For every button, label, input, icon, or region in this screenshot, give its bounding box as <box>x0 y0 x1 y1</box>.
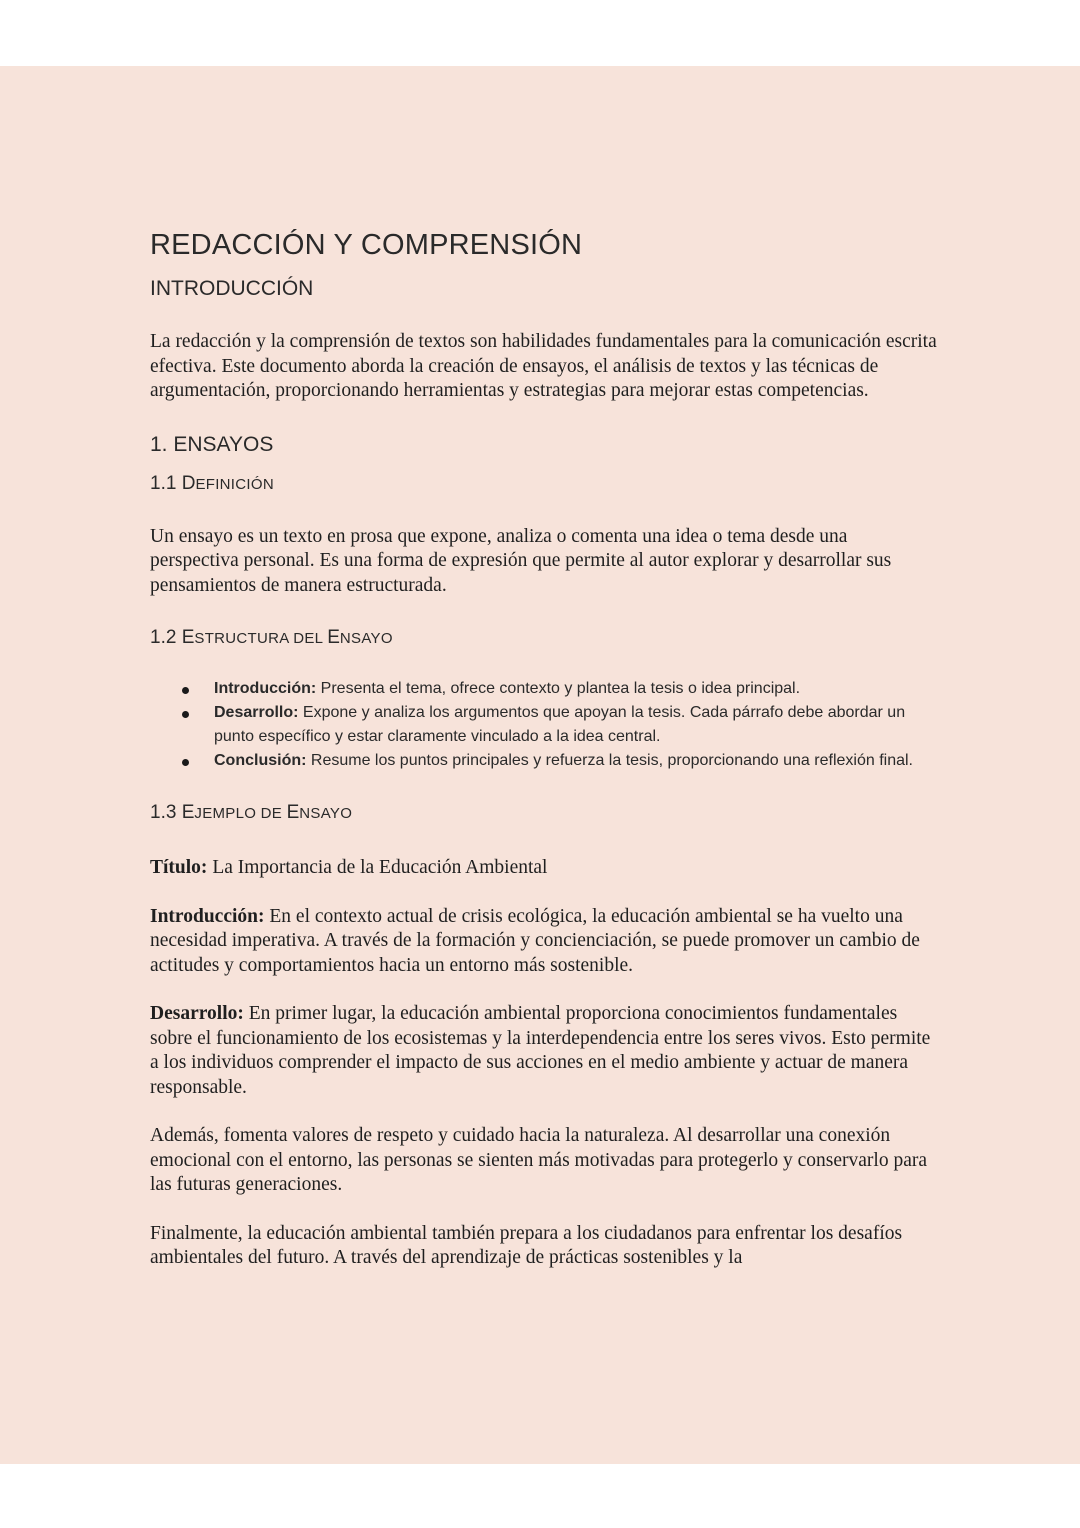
subsection-heading-definicion <box>150 470 940 499</box>
list-item <box>150 749 940 773</box>
structure-list <box>150 677 940 773</box>
list-item-desc: Resume los puntos principales y refuerza la tesis, proporcionando una reflexión final. <box>306 752 913 769</box>
subsection-heading-ejemplo <box>150 799 940 828</box>
subsection-smallcaps: STRUCTURA DEL <box>194 630 328 647</box>
document-page <box>0 66 1080 1464</box>
document-content <box>150 226 940 1271</box>
essay-development-label: Desarrollo: <box>150 1003 244 1024</box>
essay-intro-label: Introducción: <box>150 905 265 927</box>
essay-title-label: Título: <box>150 857 208 878</box>
document-subtitle: INTRODUCCIÓN <box>150 277 314 300</box>
intro-paragraph: La redacción y la comprensión de textos son habilidades fundamentales para la comunicación escrita efectiva. Este documento aborda la creación de ensayos, el análisis de textos y las técnicas de argumentación, proporcionando herramientas y estrategias para mejorar estas competencias. <box>150 331 937 401</box>
subsection-initial: E <box>286 802 300 823</box>
definition-paragraph: Un ensayo es un texto en prosa que expone, analiza o comenta una idea o tema desde una perspectiva personal. Es una forma de expresión que permite al autor explorar y desarrollar sus pensamientos de manera estructurada. <box>150 525 892 596</box>
subsection-initial: E <box>181 627 195 648</box>
subsection-smallcaps: NSAYO <box>339 630 393 647</box>
subsection-number: 1.2 <box>150 627 182 648</box>
essay-paragraph-finalmente: Finalmente, la educación ambiental también prepara a los ciudadanos para enfrentar los desafíos ambientales del futuro. A través del aprendizaje de prácticas sostenibles y la <box>150 1222 903 1268</box>
list-item-term: Conclusión: <box>214 752 307 769</box>
bullet-icon <box>182 711 189 718</box>
subsection-smallcaps: EFINICIÓN <box>195 475 274 493</box>
subsection-number: 1.1 <box>150 472 182 494</box>
subsection-initial: E <box>181 802 195 823</box>
essay-development-text: En primer lugar, la educación ambiental proporciona conocimientos fundamentales sobre el funcionamiento de los ecosistemas y la interdependencia entre los seres vivos. Esto permite a los individuos comprender el impacto de sus acciones en el medio ambiente y actuar de manera responsable. <box>150 1003 931 1098</box>
list-item-term: Introducción: <box>214 680 317 697</box>
section-heading-ensayos: 1. ENSAYOS <box>150 432 274 456</box>
essay-title-text: La Importancia de la Educación Ambiental <box>207 857 548 878</box>
subsection-smallcaps: JEMPLO DE <box>194 805 287 822</box>
list-item <box>150 701 940 749</box>
bullet-icon <box>182 759 189 766</box>
bullet-icon <box>182 687 189 694</box>
subsection-smallcaps: NSAYO <box>299 805 353 822</box>
subsection-number: 1.3 <box>150 802 182 823</box>
list-item-desc: Expone y analiza los argumentos que apoyan la tesis. Cada párrafo debe abordar un punto específico y estar claramente vinculado a la idea central. <box>214 704 906 745</box>
document-title: REDACCIÓN Y COMPRENSIÓN <box>150 229 583 261</box>
list-item-term: Desarrollo: <box>214 704 299 721</box>
list-item-desc: Presenta el tema, ofrece contexto y plantea la tesis o idea principal. <box>316 680 801 697</box>
list-item <box>150 677 940 701</box>
essay-intro-text: En el contexto actual de crisis ecológica, la educación ambiental se ha vuelto una necesidad imperativa. A través de la formación y concienciación, se puede promover un cambio de actitudes y comportamientos hacia un entorno más sostenible. <box>150 905 920 976</box>
subsection-initial: E <box>327 627 340 648</box>
subsection-initial: D <box>181 472 196 494</box>
subsection-heading-estructura <box>150 624 940 653</box>
essay-development-paragraph <box>150 1002 940 1100</box>
essay-paragraph-ademas: Además, fomenta valores de respeto y cuidado hacia la naturaleza. Al desarrollar una conexión emocional con el entorno, las personas se sienten más motivadas para protegerlo y conservarlo para las futuras generaciones. <box>150 1125 928 1195</box>
essay-intro-paragraph <box>150 905 940 979</box>
essay-title-line <box>150 856 940 881</box>
